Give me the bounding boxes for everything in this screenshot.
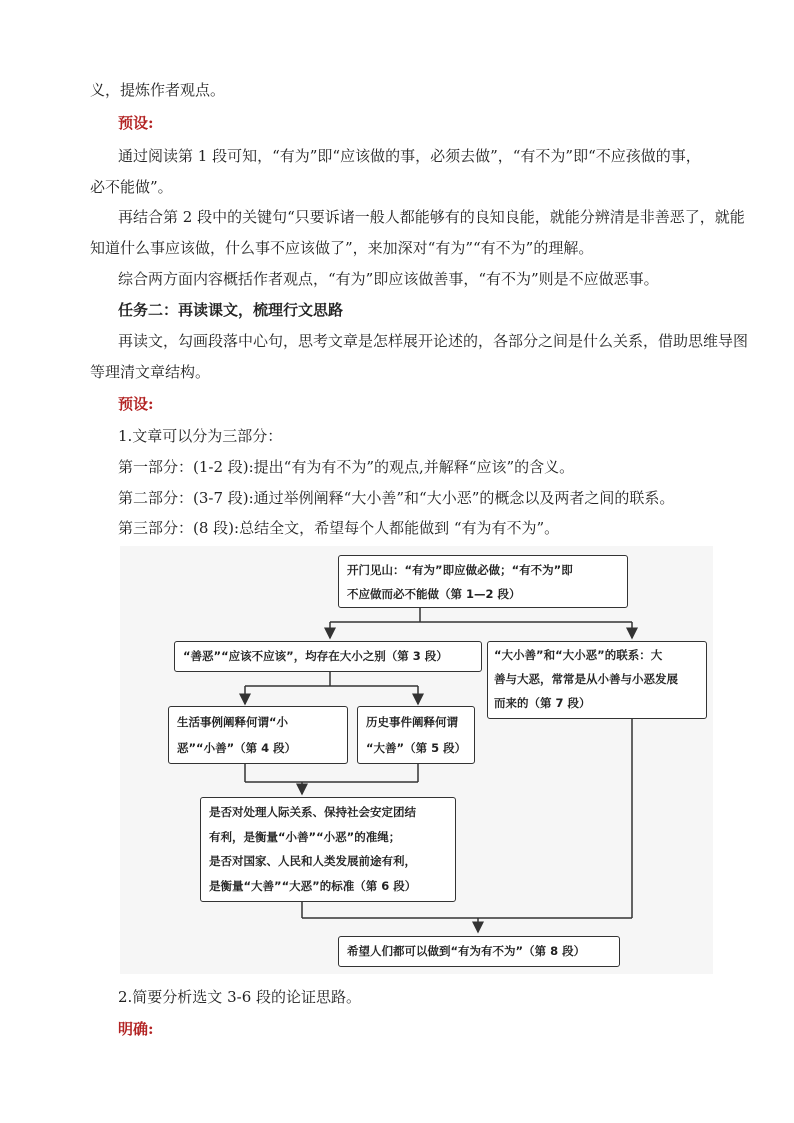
clarify-label: 明确:: [118, 1020, 154, 1038]
text-line: 2.简要分析选文 3-6 段的论证思路。: [118, 988, 362, 1006]
flow-text: 开门见山：“有为”即应做必做；“有不为”即: [347, 563, 573, 577]
flow-text: 善与大恶，常常是从小善与小恶发展: [494, 672, 678, 686]
text-line: 等理清文章结构。: [90, 363, 211, 381]
flow-text: 是否对国家、人民和人类发展前途有利，: [209, 854, 416, 868]
flow-text: 历史事件阐释何谓: [366, 715, 458, 729]
flow-text: 恶”“小善”（第 4 段）: [177, 741, 297, 755]
flow-text: 生活事例阐释何谓“小: [177, 715, 289, 729]
text-line: 知道什么事应该做，什么事不应该做了”，来加深对“有为”“有不为”的理解。: [90, 239, 594, 257]
text-line: 再读文，勾画段落中心句，思考文章是怎样展开论述的，各部分之间是什么关系，借助思维导图: [118, 332, 749, 350]
flow-text: 是否对处理人际关系、保持社会安定团结: [209, 805, 416, 819]
flow-box-standard: [200, 797, 456, 902]
text-line: 再结合第 2 段中的关键句“只要诉诸一般人都能够有的良知良能，就能分辨清是非善恶了，就能: [118, 208, 745, 226]
text-line: 1.文章可以分为三部分：: [118, 427, 283, 445]
flow-text: 有利，是衡量“小善”“小恶”的准绳；: [209, 829, 401, 844]
text-line: 第二部分：(3-7 段):通过举例阐释“大小善”和“大小恶”的概念以及两者之间的联系。: [118, 489, 675, 507]
flow-box-intro: [338, 555, 628, 608]
text-line: 义，提炼作者观点。: [90, 81, 226, 99]
flow-box-good-evil: [174, 641, 482, 672]
flow-text: 不应做而必不能做（第 1—2 段）: [347, 587, 521, 601]
flow-text: “大善”（第 5 段）: [366, 741, 467, 755]
preset-label: 预设:: [118, 395, 154, 413]
preset-label: 预设:: [118, 114, 154, 132]
flow-text: 希望人们都可以做到“有为有不为”（第 8 段）: [347, 944, 586, 958]
flow-box-relation: [487, 641, 707, 719]
flow-text: “大小善”和“大小恶”的联系：大: [494, 648, 663, 662]
flow-text: 是衡量“大善”“大恶”的标准（第 6 段）: [209, 878, 417, 893]
text-line: 综合两方面内容概括作者观点，“有为”即应该做善事，“有不为”则是不应做恶事。: [118, 270, 659, 288]
text-line: 第一部分：(1-2 段):提出“有为有不为”的观点,并解释“应该”的含义。: [118, 458, 575, 476]
flow-box-conclusion: [338, 936, 620, 967]
flow-text: “善恶”“应该不应该”，均存在大小之别（第 3 段）: [183, 649, 448, 663]
structure-flowchart: [120, 546, 713, 974]
text-line: 第三部分：(8 段):总结全文，希望每个人都能做到 “有为有不为”。: [118, 519, 560, 537]
flow-box-history-example: [357, 706, 475, 764]
text-line: 必不能做”。: [90, 178, 173, 196]
task-heading: 任务二：再读课文，梳理行文思路: [118, 301, 344, 319]
text-line: 通过阅读第 1 段可知，“有为”即“应该做的事，必须去做”，“有不为”即“不应孩做的事，: [118, 147, 701, 165]
flow-box-life-example: [168, 706, 348, 764]
flow-text: 而来的（第 7 段）: [494, 696, 591, 710]
